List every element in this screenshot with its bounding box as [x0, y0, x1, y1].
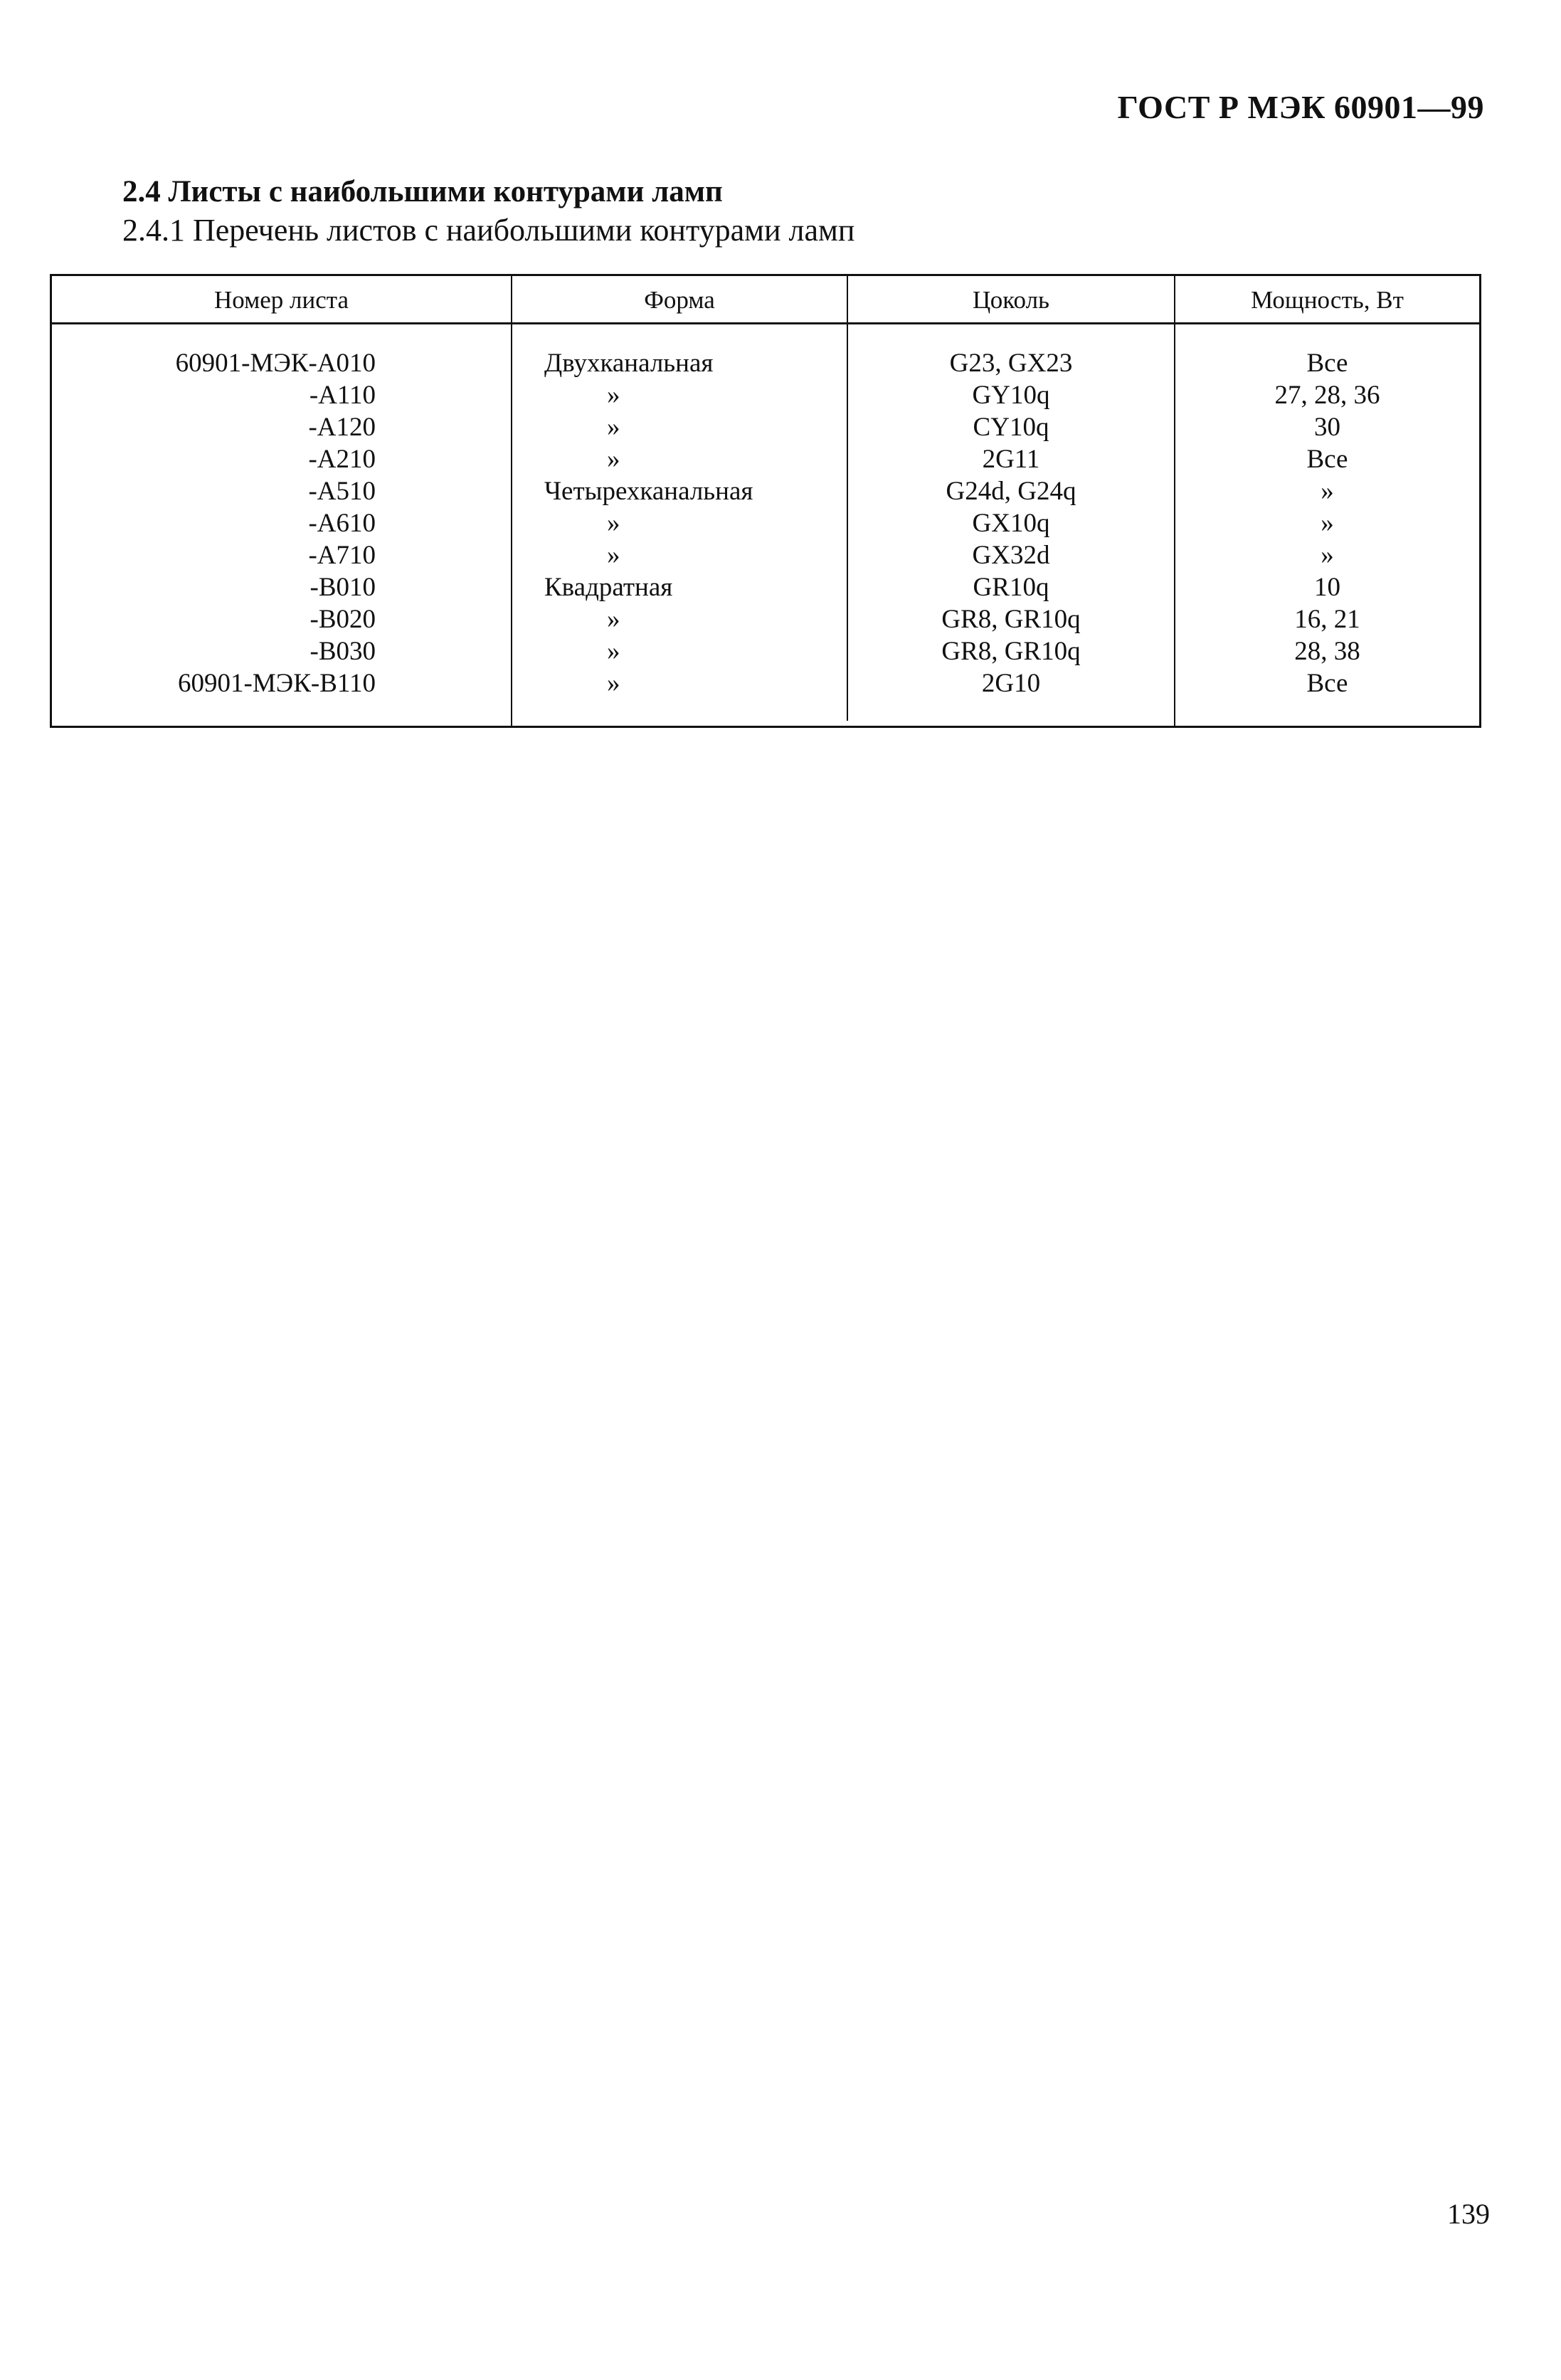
column-header-power: Мощность, Вт [1251, 286, 1404, 314]
cell-power: » [1321, 509, 1334, 538]
section-title: 2.4 Листы с наибольшими контурами ламп [122, 175, 723, 208]
document-header: ГОСТ Р МЭК 60901—99 [1117, 89, 1484, 125]
table-header [52, 276, 1479, 324]
cell-base: 2G10 [981, 669, 1041, 698]
cell-power: 16, 21 [1294, 605, 1360, 634]
cell-power: » [1321, 477, 1334, 506]
cell-sheet-number: -А510 [308, 477, 376, 506]
cell-power: 28, 38 [1294, 637, 1360, 666]
cell-shape: Двухканальная [544, 349, 714, 378]
cell-sheet-number: -А210 [308, 445, 376, 474]
table-row [52, 347, 1479, 379]
cell-base: GR10q [973, 573, 1049, 602]
cell-power: 10 [1314, 573, 1340, 602]
subsection-title: 2.4.1 Перечень листов с наибольшими контурами ламп [122, 213, 855, 248]
table-row [52, 379, 1479, 411]
table-row [52, 539, 1479, 571]
cell-base: G24d, G24q [946, 477, 1076, 506]
cell-base: GX10q [972, 509, 1050, 538]
cell-power: 30 [1314, 413, 1340, 442]
cell-sheet-number: -В010 [309, 573, 376, 602]
table-row [52, 635, 1479, 667]
cell-power: Все [1306, 445, 1348, 474]
cell-power: Все [1306, 669, 1348, 698]
cell-base: 2G11 [982, 445, 1040, 474]
cell-base: GY10q [972, 381, 1050, 410]
table-row [52, 411, 1479, 443]
cell-shape: Четырехканальная [544, 477, 753, 506]
cell-sheet-number: 60901-МЭК-В110 [178, 669, 376, 698]
cell-power: 27, 28, 36 [1274, 381, 1380, 410]
table-row [52, 443, 1479, 475]
cell-base: GX32d [972, 541, 1050, 570]
cell-shape: » [607, 605, 620, 634]
cell-shape: Квадратная [544, 573, 673, 602]
cell-sheet-number: -А710 [308, 541, 376, 570]
table-row [52, 571, 1479, 603]
page-number: 139 [1447, 2198, 1490, 2230]
column-header-sheet-number: Номер листа [213, 286, 349, 314]
cell-shape: » [607, 509, 620, 538]
cell-shape: » [607, 381, 620, 410]
cell-sheet-number: -В030 [309, 637, 376, 666]
cell-base: G23, GX23 [949, 349, 1073, 378]
cell-shape: » [607, 637, 620, 666]
cell-base: CY10q [973, 413, 1049, 442]
cell-shape: » [607, 445, 620, 474]
cell-shape: » [607, 541, 620, 570]
table-row [52, 475, 1479, 507]
table-row [52, 667, 1479, 699]
cell-sheet-number: -В020 [309, 605, 376, 634]
column-header-base: Цоколь [972, 286, 1049, 314]
cell-sheet-number: -А110 [309, 381, 376, 410]
cell-power: Все [1306, 349, 1348, 378]
cell-sheet-number: 60901-МЭК-А010 [175, 349, 376, 378]
table-body [52, 347, 1479, 699]
table-row [52, 507, 1479, 539]
cell-sheet-number: -А610 [308, 509, 376, 538]
cell-shape: » [607, 413, 620, 442]
cell-base: GR8, GR10q [941, 637, 1081, 666]
cell-sheet-number: -А120 [308, 413, 376, 442]
cell-base: GR8, GR10q [941, 605, 1081, 634]
table-row [52, 603, 1479, 635]
column-header-shape: Форма [644, 286, 715, 314]
cell-shape: » [607, 669, 620, 698]
lamp-sheets-table [50, 274, 1481, 728]
cell-power: » [1321, 541, 1334, 570]
